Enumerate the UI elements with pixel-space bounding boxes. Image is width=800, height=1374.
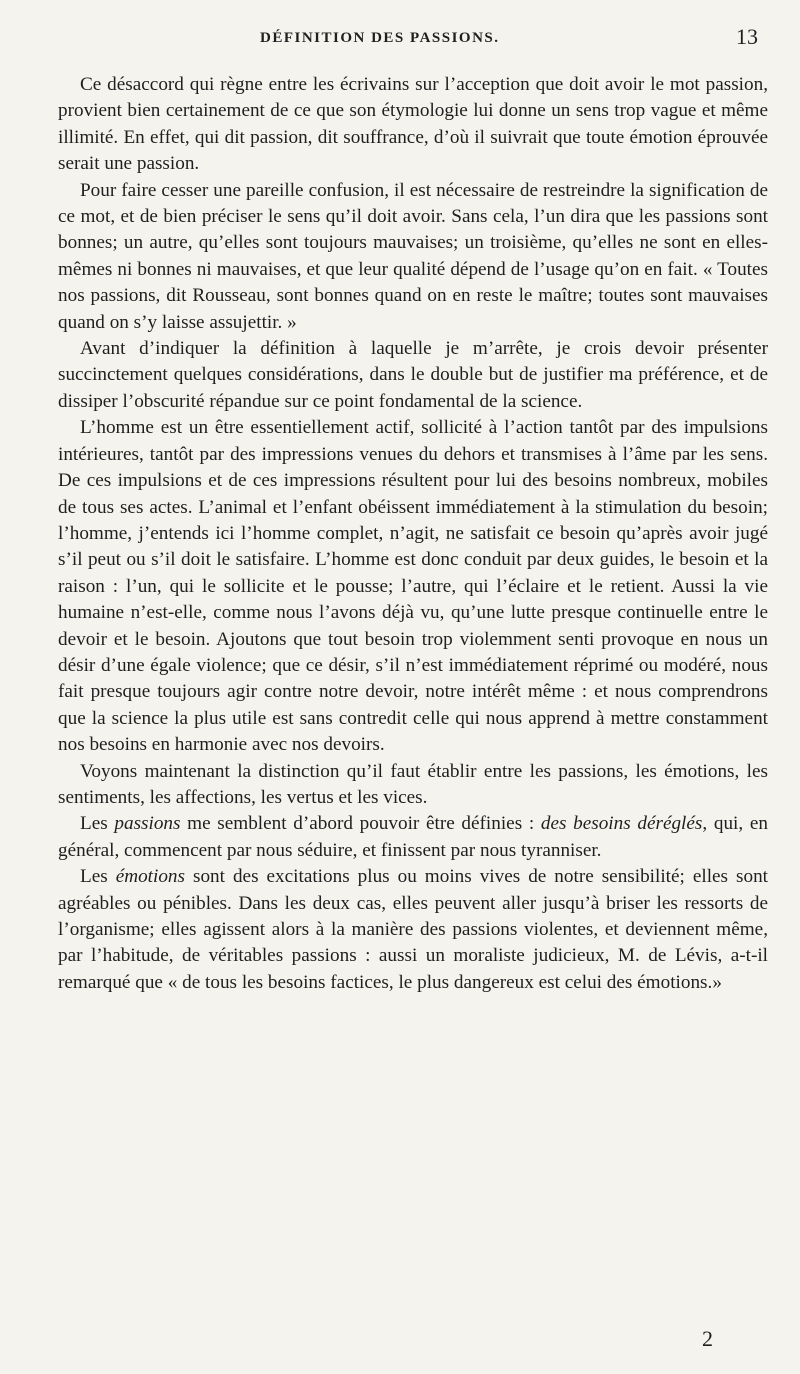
paragraph <box>58 759 768 812</box>
paragraph-text: me semblent d’abord pouvoir être définies : <box>180 813 541 835</box>
paragraph-text: Les <box>80 866 116 888</box>
italic-text: émotions <box>115 866 185 888</box>
italic-text: passions <box>114 813 181 835</box>
paragraph <box>58 864 768 996</box>
paragraph-text: Ce désaccord qui règne entre les écrivains sur l’acception que doit avoir le mot passion, provient bien certainement de ce que son étymologie lui donne un sens trop vague et même illimité. En effet, qui dit passion, dit souffrance, d’où il suivrait que toute émotion éprouvée serait une passion. <box>58 74 768 175</box>
page-number: 13 <box>736 24 758 49</box>
italic-text: des besoins déréglés <box>540 813 703 835</box>
signature-mark: 2 <box>702 1326 713 1351</box>
paragraph-text: L’homme est un être essentiellement actif, sollicité à l’action tantôt par des impulsions intérieures, tantôt par des impressions venues du dehors et transmises à l’âme par les sens. De ces impulsions et de ces impressions résultent pour lui des besoins nombreux, mobiles de tous ses actes. L’animal et l’enfant obéissent immédiatement à la stimulation du besoin; l’homme, j’entends ici l’homme complet, n’agit, ne satisfait ce besoin qu’après avoir jugé s’il peut ou s’il doit le satisfaire. L’homme est donc conduit par deux guides, le besoin et la raison : l’un, qui le sollicite et le pousse; l’autre, qui l’éclaire et le retient. Aussi la vie humaine n’est-elle, comme nous l’avons déjà vu, qu’une lutte presque continuelle entre le devoir et le besoin. Ajoutons que tout besoin trop violemment senti provoque en nous un désir d’une égale violence; que ce désir, s’il n’est immédiatement réprimé ou modéré, nous fait presque toujours agir contre notre devoir, notre intérêt même : et nous comprendrons que la science la plus utile est sans contredit celle qui nous apprend à mettre constamment nos besoins en harmonie avec nos devoirs. <box>58 417 768 756</box>
paragraph-text: , qui, en général, commencent par nous séduire, et finissent par nous tyranniser. <box>58 813 768 861</box>
running-title: DÉFINITION DES PASSIONS. <box>260 30 500 46</box>
running-head <box>0 24 800 54</box>
paragraph <box>58 72 768 178</box>
paragraph <box>58 336 768 415</box>
paragraph-text: Les <box>80 813 115 835</box>
paragraph <box>58 415 768 758</box>
body-text <box>58 72 768 996</box>
paragraph <box>58 178 768 336</box>
paragraph <box>58 811 768 864</box>
paragraph-text: Avant d’indiquer la définition à laquelle je m’arrête, je crois devoir présenter succinctement quelques considérations, dans le double but de justifier ma préférence, et de dissiper l’obscurité répandue sur ce point fondamental de la science. <box>58 338 768 412</box>
paragraph-text: Pour faire cesser une pareille confusion, il est nécessaire de restreindre la signification de ce mot, et de bien préciser le sens qu’il doit avoir. Sans cela, l’un dira que les passions sont bonnes; un autre, qu’elles sont toujours mauvaises; un troisième, qu’elles ne sont en elles-mêmes ni bonnes ni mauvaises, et que leur qualité dépend de l’usage qu’on en fait. « Toutes nos passions, dit Rousseau, sont bonnes quand on en reste le maître; toutes sont mauvaises quand on s’y laisse assujettir. » <box>58 179 768 333</box>
paragraph-text: Voyons maintenant la distinction qu’il faut établir entre les passions, les émotions, les sentiments, les affections, les vertus et les vices. <box>58 760 768 808</box>
paragraph-text: sont des excitations plus ou moins vives de notre sensibilité; elles sont agréables ou pénibles. Dans les deux cas, elles peuvent aller jusqu’à briser les ressorts de l’organisme; elles agissent alors à la manière des passions violentes, et deviennent même, par l’habitude, de véritables passions : aussi un moraliste judicieux, M. de Lévis, a-t-il remarqué que « de tous les besoins factices, le plus dangereux est celui des émotions.» <box>58 866 768 993</box>
